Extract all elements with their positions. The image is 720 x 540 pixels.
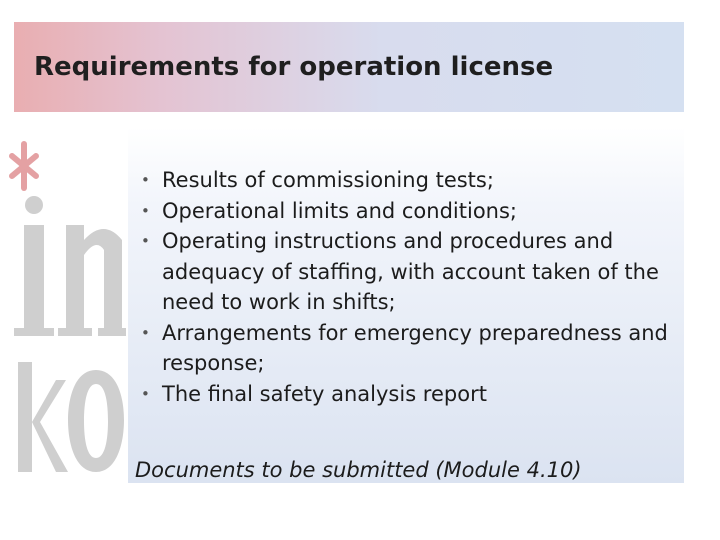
list-item — [128, 226, 684, 318]
bullet-icon: • — [141, 232, 150, 250]
list-item-text: Arrangements for emergency preparedness and response; — [162, 320, 668, 375]
list-item-text: Results of commissioning tests; — [162, 168, 494, 192]
list-item-text: Operational limits and conditions; — [162, 198, 517, 223]
content-panel — [128, 127, 684, 483]
list-item-text: The final safety analysis report — [162, 381, 487, 406]
bullet-icon: • — [141, 171, 150, 189]
list-item — [128, 318, 684, 379]
bullet-icon: • — [141, 384, 150, 403]
list-item-text: Operating instructions and procedures and adequacy of staffing, with account taken of the need to work in shifts; — [162, 229, 659, 314]
bullet-icon: • — [141, 201, 150, 220]
footer-note: Documents to be submitted (Module 4.10) — [135, 458, 582, 482]
slide-title: Requirements for operation license — [34, 52, 554, 82]
list-item — [128, 165, 684, 196]
requirements-list — [128, 165, 684, 409]
inko-logo — [4, 130, 126, 480]
bullet-icon: • — [141, 323, 150, 342]
asterisk-logo-icon — [4, 130, 126, 480]
list-item — [128, 379, 684, 410]
list-item — [128, 196, 684, 227]
title-bar — [14, 22, 684, 112]
